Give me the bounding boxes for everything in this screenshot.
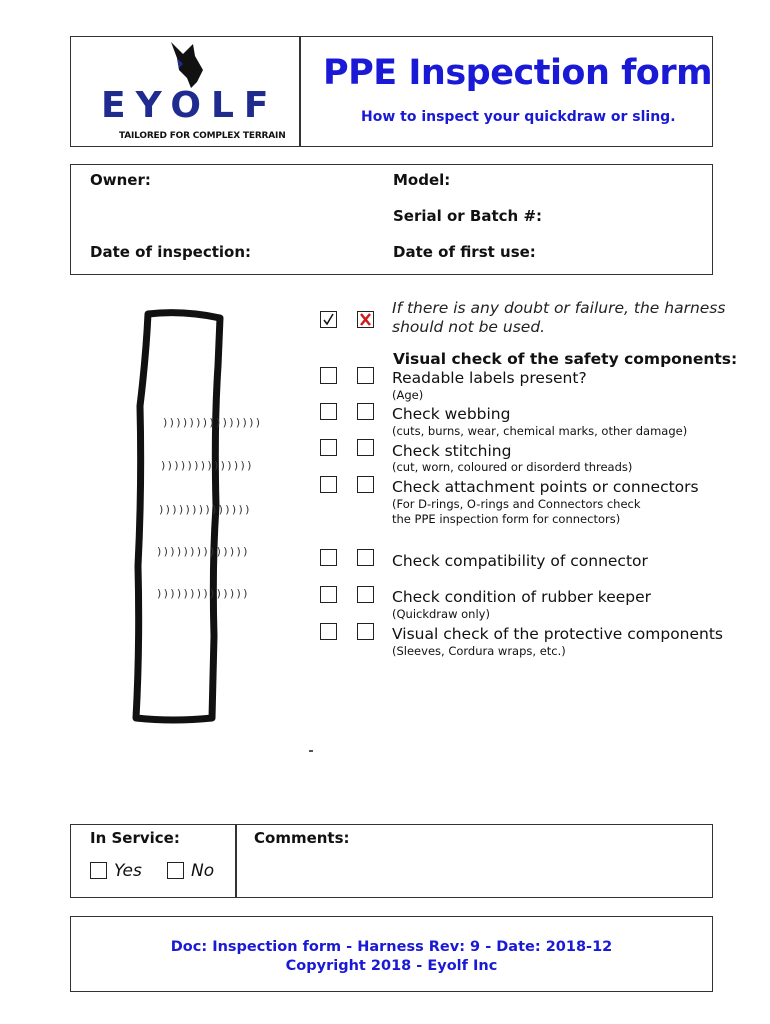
item-note: (Sleeves, Cordura wraps, etc.)	[392, 644, 566, 658]
visual-check-heading: Visual check of the safety components:	[393, 350, 738, 368]
in-service-yes-label: Yes	[114, 861, 142, 881]
item-title: Check condition of rubber keeper	[392, 588, 652, 606]
in-service-label: In Service:	[90, 829, 180, 847]
item-note: (cut, worn, coloured or disorderd threads)	[392, 460, 633, 474]
item-note: (Age)	[392, 388, 424, 402]
owner-label: Owner:	[90, 171, 151, 189]
date-inspection-label: Date of inspection:	[90, 243, 252, 261]
svg-text:)))))))))))))): ))))))))))))))	[158, 503, 251, 516]
item-pass-checkbox[interactable]	[320, 367, 337, 384]
page-subtitle: How to inspect your quickdraw or sling.	[361, 109, 676, 125]
doubt-line-2: should not be used.	[392, 318, 546, 336]
fail-legend-box	[357, 311, 374, 328]
cross-icon	[358, 312, 373, 327]
service-divider	[235, 825, 237, 897]
model-label: Model:	[393, 171, 451, 189]
stray-mark	[309, 750, 313, 752]
comments-label: Comments:	[254, 829, 350, 847]
item-fail-checkbox[interactable]	[357, 439, 374, 456]
item-title: Check stitching	[392, 442, 512, 460]
brand-name: EYOLF	[101, 85, 279, 126]
item-fail-checkbox[interactable]	[357, 623, 374, 640]
item-pass-checkbox[interactable]	[320, 439, 337, 456]
service-box	[70, 824, 713, 898]
page-title: PPE Inspection form	[323, 53, 713, 93]
svg-text:))))))))))))))): )))))))))))))))	[162, 416, 262, 429]
item-note: (Quickdraw only)	[392, 607, 490, 621]
item-pass-checkbox[interactable]	[320, 549, 337, 566]
footer-box	[70, 916, 713, 992]
item-title: Check compatibility of connector	[392, 552, 648, 570]
item-fail-checkbox[interactable]	[357, 476, 374, 493]
item-pass-checkbox[interactable]	[320, 623, 337, 640]
svg-text:)))))))))))))): ))))))))))))))	[156, 545, 249, 558]
serial-label: Serial or Batch #:	[393, 207, 543, 225]
item-pass-checkbox[interactable]	[320, 403, 337, 420]
svg-text:)))))))))))))): ))))))))))))))	[156, 587, 249, 600]
doubt-line-1: If there is any doubt or failure, the harness	[392, 299, 726, 317]
item-title: Check attachment points or connectors	[392, 478, 699, 496]
svg-text:)))))))))))))): ))))))))))))))	[160, 459, 253, 472]
in-service-no-label: No	[191, 861, 215, 881]
item-note: (For D-rings, O-rings and Connectors check	[392, 497, 641, 511]
footer-copyright: Copyright 2018 - Eyolf Inc	[285, 958, 498, 974]
header-box	[70, 36, 713, 147]
wolf-logo-icon	[167, 40, 211, 90]
item-fail-checkbox[interactable]	[357, 586, 374, 603]
header-divider	[299, 37, 301, 146]
in-service-yes-checkbox[interactable]	[90, 862, 107, 879]
info-box	[70, 164, 713, 275]
doubt-warning	[392, 299, 725, 337]
item-title: Readable labels present?	[392, 369, 587, 387]
check-icon	[321, 312, 336, 327]
footer-doc-line: Doc: Inspection form - Harness Rev: 9 - Date: 2018-12	[170, 939, 613, 955]
brand-tagline: TAILORED FOR COMPLEX TERRAIN	[119, 131, 286, 141]
item-fail-checkbox[interactable]	[357, 367, 374, 384]
item-fail-checkbox[interactable]	[357, 549, 374, 566]
item-title: Visual check of the protective components	[392, 625, 724, 643]
in-service-no-checkbox[interactable]	[167, 862, 184, 879]
item-fail-checkbox[interactable]	[357, 403, 374, 420]
item-note: the PPE inspection form for connectors)	[392, 512, 621, 526]
date-first-use-label: Date of first use:	[393, 243, 536, 261]
item-note: (cuts, burns, wear, chemical marks, other damage)	[392, 424, 688, 438]
webbing-strap-illustration	[128, 306, 262, 726]
item-pass-checkbox[interactable]	[320, 476, 337, 493]
item-pass-checkbox[interactable]	[320, 586, 337, 603]
item-title: Check webbing	[392, 405, 511, 423]
pass-legend-box	[320, 311, 337, 328]
